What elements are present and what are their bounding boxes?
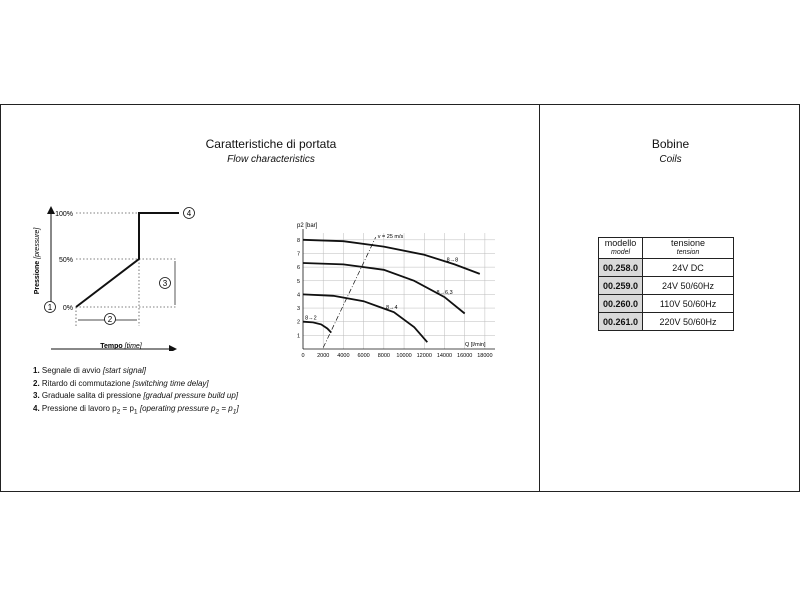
x-tick-label: 14000 [436, 353, 453, 359]
x-tick-label: 10000 [396, 353, 412, 359]
model-cell: 00.258.0 [599, 259, 643, 277]
chart-labels [297, 223, 493, 359]
y-axis-label: Pressione [pressure] [34, 227, 41, 295]
model-cell: 00.261.0 [599, 313, 643, 331]
legend-item-3: 3. Graduale salita di pressione [gradual pressure build up] [33, 391, 239, 400]
x-tick-label: 18000 [477, 353, 493, 359]
tension-cell: 110V 50/60Hz [643, 295, 734, 313]
series-label: 8→2 [305, 315, 317, 322]
y-tick-label: 7 [296, 251, 300, 258]
series-label: 8→4 [385, 305, 398, 312]
y-tick-label: 2 [296, 319, 300, 326]
legend-item-4: 4. Pressione di lavoro $p_2 = p_1$ [operating pressure $p_2 = p_1$] [33, 403, 239, 416]
model-cell: 00.260.0 [599, 295, 643, 313]
col-model-header: modello model [599, 238, 643, 259]
svg-text:2: 2 [107, 315, 113, 324]
model-cell: 00.259.0 [599, 277, 643, 295]
tick-50: 50% [58, 257, 73, 264]
col-tension-header: tensione tension [643, 238, 734, 259]
coils-title: Bobine [651, 137, 690, 151]
series-label: 8→6,3 [436, 290, 453, 297]
series-line [303, 294, 427, 342]
x-tick-label: 0 [301, 353, 305, 359]
tick-0: 0% [62, 305, 73, 312]
coils-panel [539, 104, 800, 492]
table-row [599, 259, 734, 277]
y-tick-label: 3 [296, 306, 300, 313]
tension-cell: 24V DC [643, 259, 734, 277]
pressure-time-diagram [21, 201, 201, 351]
x-axis-label: Q [l/min] [465, 342, 486, 348]
x-tick-label: 16000 [457, 353, 473, 359]
flow-legend [33, 365, 239, 419]
flow-chart [283, 219, 523, 369]
series-label: 8→8 [446, 257, 459, 264]
y-tick-label: 5 [296, 278, 300, 285]
coils-table [598, 237, 734, 331]
flow-characteristics-panel [0, 104, 540, 492]
svg-text:3: 3 [162, 279, 168, 288]
tension-cell: 220V 50/60Hz [643, 313, 734, 331]
svg-text:1: 1 [47, 303, 53, 312]
pressure-curve [76, 213, 179, 307]
y-tick-label: 8 [296, 237, 300, 244]
tension-cell: 24V 50/60Hz [643, 277, 734, 295]
svg-text:4: 4 [186, 209, 192, 218]
flow-subtitle: Flow characteristics [227, 154, 315, 165]
series-line [303, 322, 331, 333]
flow-title: Caratteristiche di portata [205, 137, 337, 151]
x-tick-label: 2000 [317, 353, 330, 359]
y-tick-label: 4 [296, 292, 300, 299]
x-tick-label: 12000 [416, 353, 432, 359]
velocity-label: v = 25 m/s [377, 234, 404, 241]
chart-axes [303, 229, 495, 349]
tick-100: 100% [55, 211, 73, 218]
x-tick-label: 6000 [357, 353, 370, 359]
legend-item-1: 1. Segnale di avvio [start signal] [33, 366, 146, 375]
x-axis-label: Tempo [time] [100, 343, 142, 350]
table-row [599, 295, 734, 313]
legend-item-2: 2. Ritardo di commutazione [switching time delay] [33, 378, 209, 388]
coils-subtitle: Coils [659, 154, 682, 165]
y-axis-label: p2 [bar] [297, 223, 318, 229]
y-tick-label: 6 [296, 265, 300, 272]
table-row [599, 313, 734, 331]
x-tick-label: 8000 [377, 353, 390, 359]
x-tick-label: 4000 [337, 353, 350, 359]
y-tick-label: 1 [296, 333, 300, 340]
coils-header-row [599, 238, 734, 259]
table-row [599, 277, 734, 295]
